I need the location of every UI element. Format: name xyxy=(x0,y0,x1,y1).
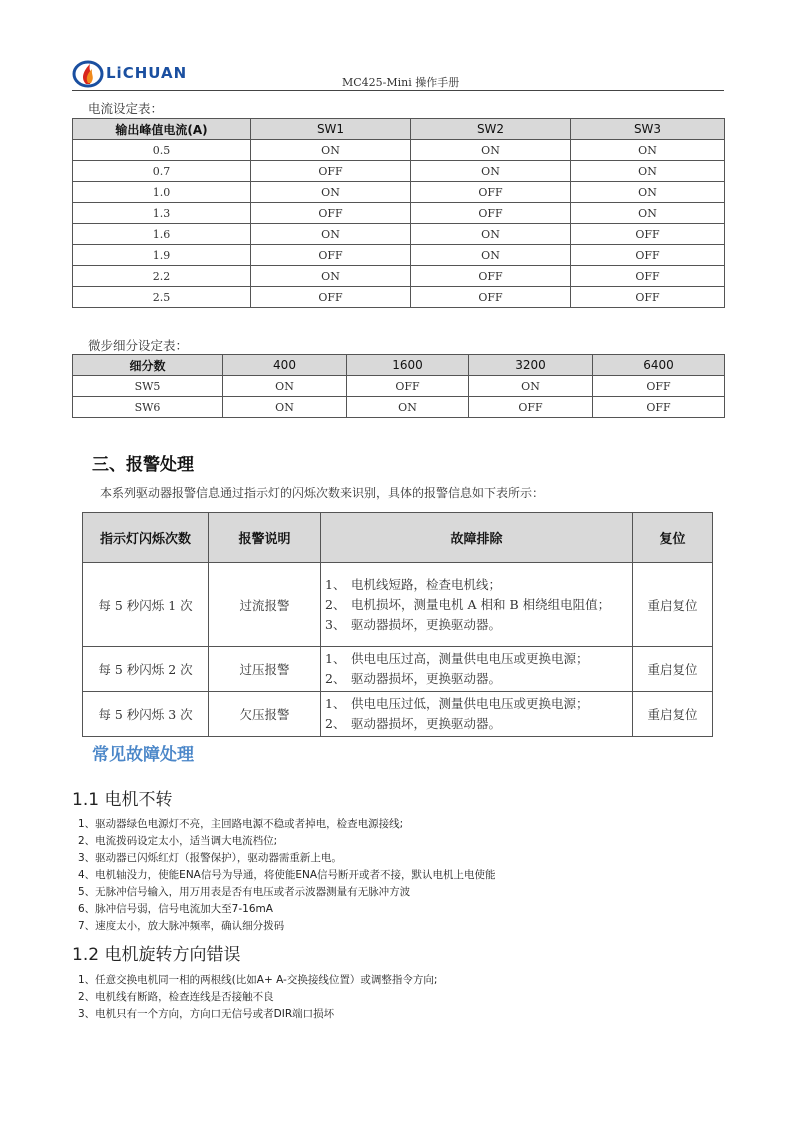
header-cell: 复位 xyxy=(633,513,713,563)
list-number: 1、 xyxy=(325,576,346,592)
list-text: 驱动器损坏，更换驱动器。 xyxy=(351,716,502,731)
table-row xyxy=(73,376,725,397)
table-cell: ON xyxy=(571,140,725,161)
header-cell: SW1 xyxy=(251,119,411,140)
table-cell: OFF xyxy=(411,287,571,308)
table-cell: OFF xyxy=(411,266,571,287)
table-cell: 1.6 xyxy=(73,224,251,245)
list-number: 3、 xyxy=(325,616,346,632)
alarm-section-title: 三、报警处理 xyxy=(92,455,194,475)
list-text: 驱动器损坏，更换驱动器。 xyxy=(351,671,502,686)
microstep-table-caption: 微步细分设定表： xyxy=(88,338,189,353)
list-item: 1、任意交换电机同一相的两根线(比如A+ A-交换接线位置）或调整指令方向; xyxy=(78,974,438,986)
list-item: 6、脉冲信号弱，信号电流加大至7-16mA xyxy=(78,903,273,915)
table-row xyxy=(73,266,725,287)
table-cell: 0.5 xyxy=(73,140,251,161)
list-item xyxy=(325,669,628,689)
table-row xyxy=(83,647,713,692)
table-cell: ON xyxy=(251,140,411,161)
table-cell: ON xyxy=(411,224,571,245)
table-row xyxy=(83,563,713,647)
list-number: 2、 xyxy=(325,596,346,612)
current-table-caption: 电流设定表： xyxy=(88,101,164,116)
table-row xyxy=(73,397,725,418)
list-item xyxy=(325,615,628,635)
header-divider xyxy=(72,90,724,91)
table-cell: OFF xyxy=(411,182,571,203)
list-number: 1、 xyxy=(325,651,346,666)
list-text: 供电电压过低，测量供电电压或更换电源； xyxy=(351,696,589,711)
table-cell: ON xyxy=(251,182,411,203)
table-cell: ON xyxy=(251,266,411,287)
logo-text: LiCHUAN xyxy=(106,64,188,82)
list-item: 3、电机只有一个方向，方向口无信号或者DIR端口损坏 xyxy=(78,1008,335,1020)
list-text: 供电电压过高，测量供电电压或更换电源； xyxy=(351,651,589,666)
table-cell: OFF xyxy=(593,376,725,397)
table-row xyxy=(73,182,725,203)
alarm-description: 过流报警 xyxy=(209,563,321,647)
blink-count: 每 5 秒闪烁 2 次 xyxy=(83,647,209,692)
list-item xyxy=(325,714,628,734)
reset-method: 重启复位 xyxy=(633,563,713,647)
table-row xyxy=(73,245,725,266)
table-cell: ON xyxy=(571,161,725,182)
motor-not-turning-list xyxy=(78,816,496,935)
blink-count: 每 5 秒闪烁 1 次 xyxy=(83,563,209,647)
header-cell: 细分数 xyxy=(73,355,223,376)
table-cell: ON xyxy=(411,245,571,266)
table-header-row xyxy=(83,513,713,563)
table-cell: 1.0 xyxy=(73,182,251,203)
header-cell: 输出峰值电流(A) xyxy=(73,119,251,140)
alarm-table xyxy=(82,512,713,737)
header-cell: 400 xyxy=(223,355,347,376)
table-cell: ON xyxy=(469,376,593,397)
table-cell: OFF xyxy=(347,376,469,397)
common-faults-title: 常见故障处理 xyxy=(92,745,194,765)
current-setting-table xyxy=(72,118,725,308)
table-cell: OFF xyxy=(571,245,725,266)
list-item xyxy=(325,694,628,714)
table-cell: ON xyxy=(347,397,469,418)
header-cell: SW3 xyxy=(571,119,725,140)
header-cell: 报警说明 xyxy=(209,513,321,563)
list-text: 驱动器损坏，更换驱动器。 xyxy=(351,616,502,632)
table-cell: SW6 xyxy=(73,397,223,418)
table-cell: OFF xyxy=(593,397,725,418)
logo-swirl-icon xyxy=(72,56,106,90)
table-cell: ON xyxy=(223,397,347,418)
table-header-row xyxy=(73,355,725,376)
table-cell: OFF xyxy=(571,287,725,308)
list-item xyxy=(325,595,628,615)
table-row xyxy=(83,692,713,737)
motor-not-turning-title: 1.1 电机不转 xyxy=(72,790,173,810)
list-item: 7、速度太小，放大脉冲频率，确认细分拨码 xyxy=(78,920,285,932)
header-cell: 1600 xyxy=(347,355,469,376)
list-number: 2、 xyxy=(325,716,346,731)
list-item: 2、电流拨码设定太小，适当调大电流档位; xyxy=(78,835,278,847)
alarm-description: 过压报警 xyxy=(209,647,321,692)
table-row xyxy=(73,161,725,182)
reset-method: 重启复位 xyxy=(633,692,713,737)
table-cell: OFF xyxy=(571,266,725,287)
list-item: 1、驱动器绿色电源灯不亮，主回路电源不稳或者掉电，检查电源接线; xyxy=(78,818,404,830)
table-cell: ON xyxy=(571,203,725,224)
microstep-setting-table xyxy=(72,354,725,418)
table-cell: 1.9 xyxy=(73,245,251,266)
table-cell: 2.5 xyxy=(73,287,251,308)
header-cell: 故障排除 xyxy=(321,513,633,563)
table-header-row xyxy=(73,119,725,140)
lichuan-logo xyxy=(72,56,192,90)
table-cell: OFF xyxy=(251,245,411,266)
page-header xyxy=(72,54,724,92)
list-item: 2、电机线有断路，检查连线是否接触不良 xyxy=(78,991,274,1003)
table-cell: OFF xyxy=(251,203,411,224)
table-cell: ON xyxy=(411,140,571,161)
table-cell: 2.2 xyxy=(73,266,251,287)
alarm-description: 欠压报警 xyxy=(209,692,321,737)
list-text: 电机损坏，测量电机 A 相和 B 相绕组电阻值； xyxy=(351,596,611,612)
list-item xyxy=(325,649,628,669)
blink-count: 每 5 秒闪烁 3 次 xyxy=(83,692,209,737)
table-cell: OFF xyxy=(571,224,725,245)
table-cell: ON xyxy=(223,376,347,397)
header-cell: 6400 xyxy=(593,355,725,376)
fix-list xyxy=(321,692,633,737)
list-item xyxy=(325,575,628,595)
list-item: 3、驱动器已闪烁红灯（报警保护），驱动器需重新上电。 xyxy=(78,852,342,864)
fix-list xyxy=(321,563,633,647)
list-number: 2、 xyxy=(325,671,346,686)
wrong-direction-title: 1.2 电机旋转方向错误 xyxy=(72,945,241,965)
table-cell: ON xyxy=(571,182,725,203)
reset-method: 重启复位 xyxy=(633,647,713,692)
header-cell: 指示灯闪烁次数 xyxy=(83,513,209,563)
table-cell: 1.3 xyxy=(73,203,251,224)
list-item: 4、电机轴没力，使能ENA信号为导通，将使能ENA信号断开或者不接，默认电机上电使能 xyxy=(78,869,496,881)
table-row xyxy=(73,140,725,161)
table-cell: OFF xyxy=(251,287,411,308)
table-row xyxy=(73,203,725,224)
list-number: 1、 xyxy=(325,696,346,711)
table-cell: ON xyxy=(411,161,571,182)
wrong-direction-list xyxy=(78,972,437,1023)
table-cell: OFF xyxy=(411,203,571,224)
table-cell: OFF xyxy=(251,161,411,182)
table-cell: ON xyxy=(251,224,411,245)
table-row xyxy=(73,287,725,308)
header-cell: 3200 xyxy=(469,355,593,376)
list-text: 电机线短路，检查电机线； xyxy=(351,576,502,592)
table-cell: OFF xyxy=(469,397,593,418)
list-item: 5、无脉冲信号输入，用万用表是否有电压或者示波器测量有无脉冲方波 xyxy=(78,886,411,898)
fix-list xyxy=(321,647,633,692)
table-cell: SW5 xyxy=(73,376,223,397)
table-cell: 0.7 xyxy=(73,161,251,182)
alarm-intro: 本系列驱动器报警信息通过指示灯的闪烁次数来识别，具体的报警信息如下表所示： xyxy=(100,486,545,500)
table-row xyxy=(73,224,725,245)
header-cell: SW2 xyxy=(411,119,571,140)
document-title: MC425-Mini 操作手册 xyxy=(342,76,460,89)
